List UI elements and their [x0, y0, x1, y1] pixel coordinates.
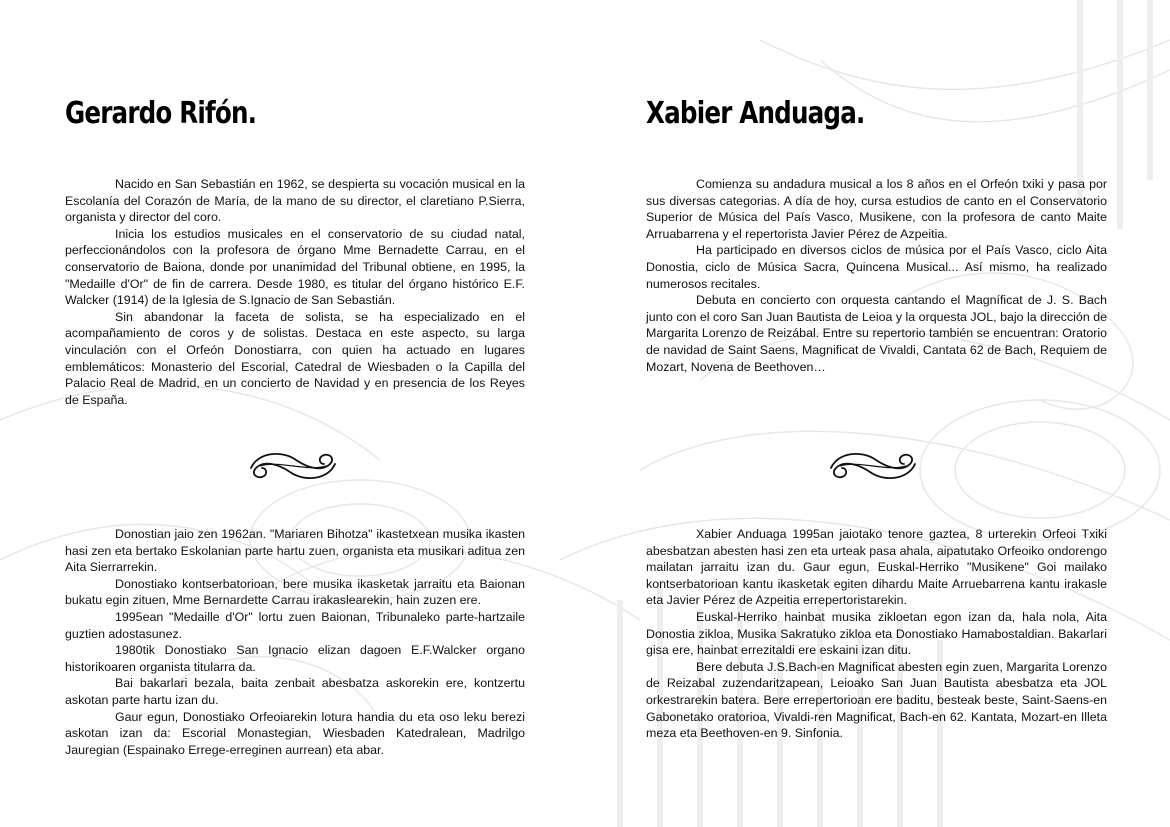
paragraph: Euskal-Herriko hainbat musika zikloetan egon izan da, hala nola, Aita Donostia zikloa, Musika Sakratuko zikloa eta Donostiako Hamabostaldian. Bakarlari gisa ere, hainbat errezitaldi ere eskaini izan ditu. [646, 609, 1107, 658]
biography-basque [65, 526, 525, 758]
paragraph: 1995ean "Medaille d'Or" lortu zuen Baionan, Tribunaleko parte-hartzaile guztien adostasunez. [65, 609, 525, 641]
paragraph: Ha participado en diversos ciclos de música por el País Vasco, ciclo Aita Donostia, ciclo de Música Sacra, Quincena Musical... Así mismo, ha realizado numerosos recitales. [646, 243, 1107, 291]
flourish-ornament-icon [828, 446, 918, 486]
paragraph: Donostian jaio zen 1962an. "Mariaren Bihotza" ikastetxean musika ikasten hasi zen eta bertako Eskolanian parte hartu zuen, organista eta musikari aditua zen Aita Sierrarrekin. [65, 527, 525, 575]
biography-basque [646, 526, 1107, 742]
paragraph: Gaur egun, Donostiako Orfeoiarekin lotura handia du eta oso leku berezi askotan izan da: Escorial Monastegian, Wiesbaden Katedralean, Madrilgo Jauregian (Espainako Errege-erreginen aurrean) eta abar. [65, 709, 525, 757]
paragraph: Inicia los estudios musicales en el conservatorio de su ciudad natal, perfeccionándolos con la profesora de órgano Mme Bernadette Carrau, en el conservatorio de Baiona, donde por unanimidad del Tribunal obtiene, en 1995, la "Medaille d'Or" de fin de carrera. Desde 1980, es titular del órgano histórico E.F. Walcker (1914) de la Iglesia de S.Ignacio de San Sebastián. [65, 226, 525, 308]
biography-spanish [646, 176, 1107, 375]
biography-spanish [65, 176, 525, 408]
paragraph: Bere debuta J.S.Bach-en Magnificat abesten egin zuen, Margarita Lorenzo de Reizabal zuzendaritzapean, Leioako San Juan Bautista abesbatza eta JOL orkestrarekin batera. Bere errepertorioan ere baditu, besteak beste, Saint-Saens-en Gabonetako oratorioa, Vivaldi-ren Magnificat, Bach-en 62. Kantata, Mozart-en Illeta meza eta Beethoven-en 9. Sinfonia. [646, 659, 1107, 741]
paragraph: Donostiako kontserbatorioan, bere musika ikasketak jarraitu eta Baionan bukatu egin zituen, Mme Bernardette Carrau irakaslearekin, hain zuzen ere. [65, 576, 525, 608]
page-title-gerardo-rifon: Gerardo Rifón. [65, 96, 257, 131]
paragraph: Xabier Anduaga 1995an jaiotako tenore gaztea, 8 urterekin Orfeoi Txiki abesbatzan abesten hasi zen eta urteak pasa ahala, aipatutako Orfeoiko ondorengo mailatan jarraitu izan du. Gaur egun, Euskal-Herriko "Musikene" Goi mailako kontserbatorioan kantu ikasketak egiten dihardu Maite Arruebarrena kantu irakasle eta Javier Pérez de Azpeitia errepertoristarekin. [646, 527, 1107, 608]
paragraph: Nacido en San Sebastián en 1962, se despierta su vocación musical en la Escolanía del Corazón de María, de la mano de su director, el claretiano P.Sierra, organista y director del coro. [65, 177, 525, 225]
paragraph: 1980tik Donostiako San Ignacio elizan dagoen E.F.Walcker organo historikoaren organista titularra da. [65, 643, 525, 674]
paragraph: Debuta en concierto con orquesta cantando el Magníficat de J. S. Bach junto con el coro San Juan Bautista de Leioa y la orquesta JOL, bajo la dirección de Margarita Lorenzo de Reizábal. Entre su repertorio también se encuentran: Oratorio de navidad de Saint Saens, Magnificat de Vivaldi, Cantata 62 de Bach, Requiem de Mozart, Novena de Beethoven… [646, 293, 1107, 374]
left-page [65, 0, 525, 827]
flourish-ornament-icon [248, 446, 338, 486]
page-title-xabier-anduaga: Xabier Anduaga. [646, 96, 865, 131]
right-page [646, 0, 1107, 827]
paragraph: Sin abandonar la faceta de solista, se ha especializado en el acompañamiento de coros y de solistas. Destaca en este aspecto, su larga vinculación con el Orfeón Donostiarra, con quien ha actuado en lugares emblemáticos: Monasterio del Escorial, Catedral de Wiesbaden o la Capilla del Palacio Real de Madrid, en un concierto de Navidad y en presencia de los Reyes de España. [65, 309, 525, 407]
paragraph: Bai bakarlari bezala, baita zenbait abesbatza askorekin ere, kontzertu askotan parte hartu izan du. [65, 676, 525, 707]
paragraph: Comienza su andadura musical a los 8 años en el Orfeón txiki y pasa por sus diversas categorias. A día de hoy, cursa estudios de canto en el Conservatorio Superior de Música del País Vasco, Musikene, con la profesora de canto Maite Arruabarrena y el repertorista Javier Pérez de Azpeitia. [646, 177, 1107, 241]
